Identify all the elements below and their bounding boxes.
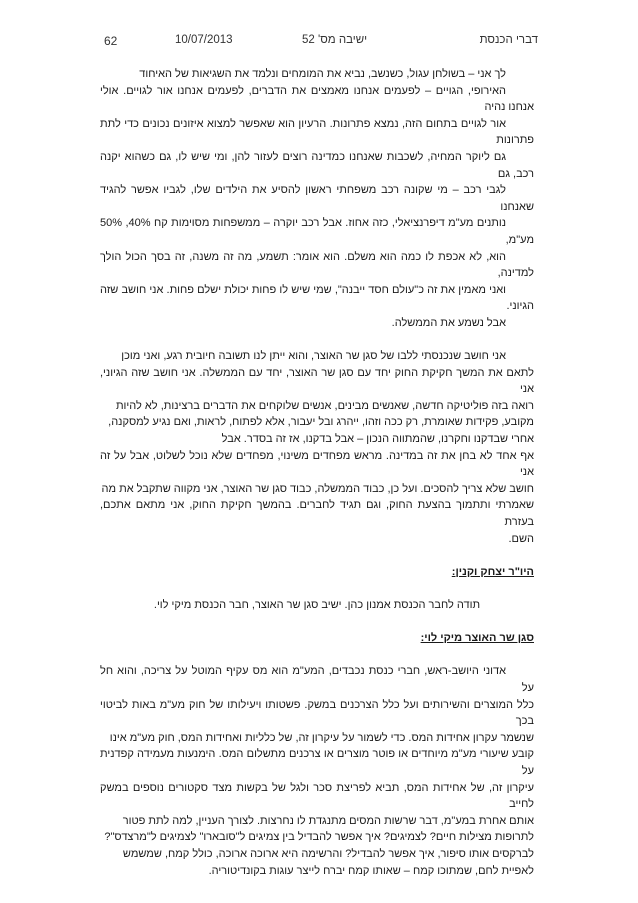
document-title: דברי הכנסת — [479, 34, 538, 46]
speaker-deputy-minister: סגן שר האוצר מיקי לוי: — [420, 632, 534, 645]
paragraph-1 — [100, 66, 534, 332]
text-line: שאמרתי ותתמוך בהצעת החוק, וגם תגיד לחברים. בהמשך חקיקת החוק, אני מתאם אתכם, בעזרת — [100, 499, 534, 529]
text-line: נותנים מע"מ דיפרנציאלי, כזה אחוז. אבל רכב יוקרה – ממשפחות מסוימות קח 40%, 50% מע"מ, — [100, 217, 534, 246]
text-line: אדוני היושב-ראש, חברי כנסת נכבדים, המע"מ הוא מס עקיף המוטל על צריכה, והוא חל על — [100, 665, 534, 694]
text-line: לך אני – בשולחן עגול, כשנשב, נביא את המומחים ונלמד את השגיאות של האיחוד — [139, 68, 506, 80]
text-line: השם. — [508, 532, 534, 545]
page-header — [0, 34, 638, 50]
text-line: שנשמר עקרון אחידות המס. כדי לשמור על עיקרון זה, של כלליות ואחידות המס, חוק מע"מ אינו — [109, 731, 534, 744]
text-line: קובע שיעורי מע"מ מיוחדים או פוטר מוצרים או צרכנים מתשלום המס. הימנעות מעמידה קפדנית על — [100, 748, 534, 777]
text-line: חושב שלא צריך להסכים. ועל כן, כבוד הממשלה, כבוד סגן שר האוצר, אני מקווה שתקבל את מה — [101, 482, 534, 495]
page-number: 62 — [104, 34, 118, 48]
speaker-chair: היו"ר יצחק וקנין: — [451, 565, 534, 578]
session-date: 10/07/2013 — [175, 34, 233, 46]
text-line: לתאם את המשך חקיקת החוק יחד עם סגן שר האוצר, יחד עם הממשלה. אני חושב שזה הגיוני, אני — [100, 366, 534, 396]
paragraph-3 — [100, 663, 534, 879]
text-line: לתרופות מצילות חיים? לצמיגים? איך אפשר להבדיל בין צמיגים ל"סובארו" לצמיגים ל"מרצדס"? — [104, 831, 534, 844]
text-line: עיקרון זה, של אחידות המס, תביא לפריצת סכר ולגל של בקשות מצד סקטורים נוספים במשק לחייב — [100, 781, 534, 811]
text-line: רואה בזה פוליטיקה חדשה, שאנשים מבינים, אנשים שלוקחים את הדברים ברצינות, לא להיות — [115, 399, 534, 412]
text-line: לברקסים אותו סיפור, איך אפשר להבדיל? והרשימה היא ארוכה ארוכה, כולל קמח, שמשמש — [122, 847, 534, 860]
paragraph-2 — [100, 348, 534, 547]
transcript-body — [100, 66, 534, 896]
text-line: גם ליוקר המחיה, לשכבות שאנחנו כמדינה רוצים לעזור להן, ומי שיש לו, גם כשהוא יקנה רכב, גם — [100, 150, 534, 180]
text-line: לאפיית לחם, שמתוכו קמח – שאותו קמח יברח לייצר עוגות בקונדיטוריה. — [208, 864, 534, 877]
text-line: ואני מאמין את זה כ"עולם חסד ייבנה", שמי שיש לו פחות יכולת ישלם פחות. אני חושב שזה הגיוני. — [100, 283, 534, 313]
text-line: לגבי רכב – מי שקונה רכב משפחתי ראשון להסיע את הילדים שלו, לגביו אפשר להגיד שאנחנו — [100, 184, 534, 213]
text-line: האירופי, הגויים – לפעמים אנחנו מאמצים את הדברים, לפעמים אנחנו אור לגויים. אולי אנחנו נהיה — [100, 84, 534, 114]
text-line: אני חושב שנכנסתי ללבו של סגן שר האוצר, והוא ייתן לנו תשובה חיובית רגע, ואני מוכן — [121, 350, 506, 363]
text-line: אותם אחרת במע"מ, דבר שרשות המסים מתנגדת לו נחרצות. לצורך העניין, למה לתת פטור — [122, 814, 534, 827]
text-line: אור לגויים בתחום הזה, נמצא פתרונות. הרעיון הוא שאפשר למצוא איזונים נכונים כדי לתת פתרונות — [100, 117, 534, 147]
session-number: ישיבה מס' 52 — [302, 34, 368, 46]
chair-statement: תודה לחבר הכנסת אמנון כהן. ישיב סגן שר האוצר, חבר הכנסת מיקי לוי. — [153, 599, 481, 611]
text-line: מקובע, פקידות שאומרת, רק ככה וזהו, ייהרג ובל יעבור, אלא לפתוח, לראות, ואם נגיע למסקנה, — [108, 416, 534, 429]
text-line: אף אחד לא בחן את זה במדינה. מראש מפחדים משינוי, מפחדים שלא נוכל לשלוט, אבל על זה אני — [100, 449, 534, 479]
text-line: אחרי שבדקנו וחקרנו, שהמתווה הנכון – אבל בדקנו, אז זה בסדר. אבל — [221, 433, 534, 446]
text-line: אבל נשמע את הממשלה. — [391, 316, 506, 329]
text-line: כלל המוצרים והשירותים ועל כלל הצרכנים במשק. פשטותו ויעילותו של חוק מע"מ באות לביטוי בכך — [100, 698, 534, 728]
text-line: הוא, לא אכפת לו כמה הוא משלם. הוא אומר: תשמע, מה זה משנה, זה בסך הכול הולך למדינה, — [100, 250, 534, 280]
